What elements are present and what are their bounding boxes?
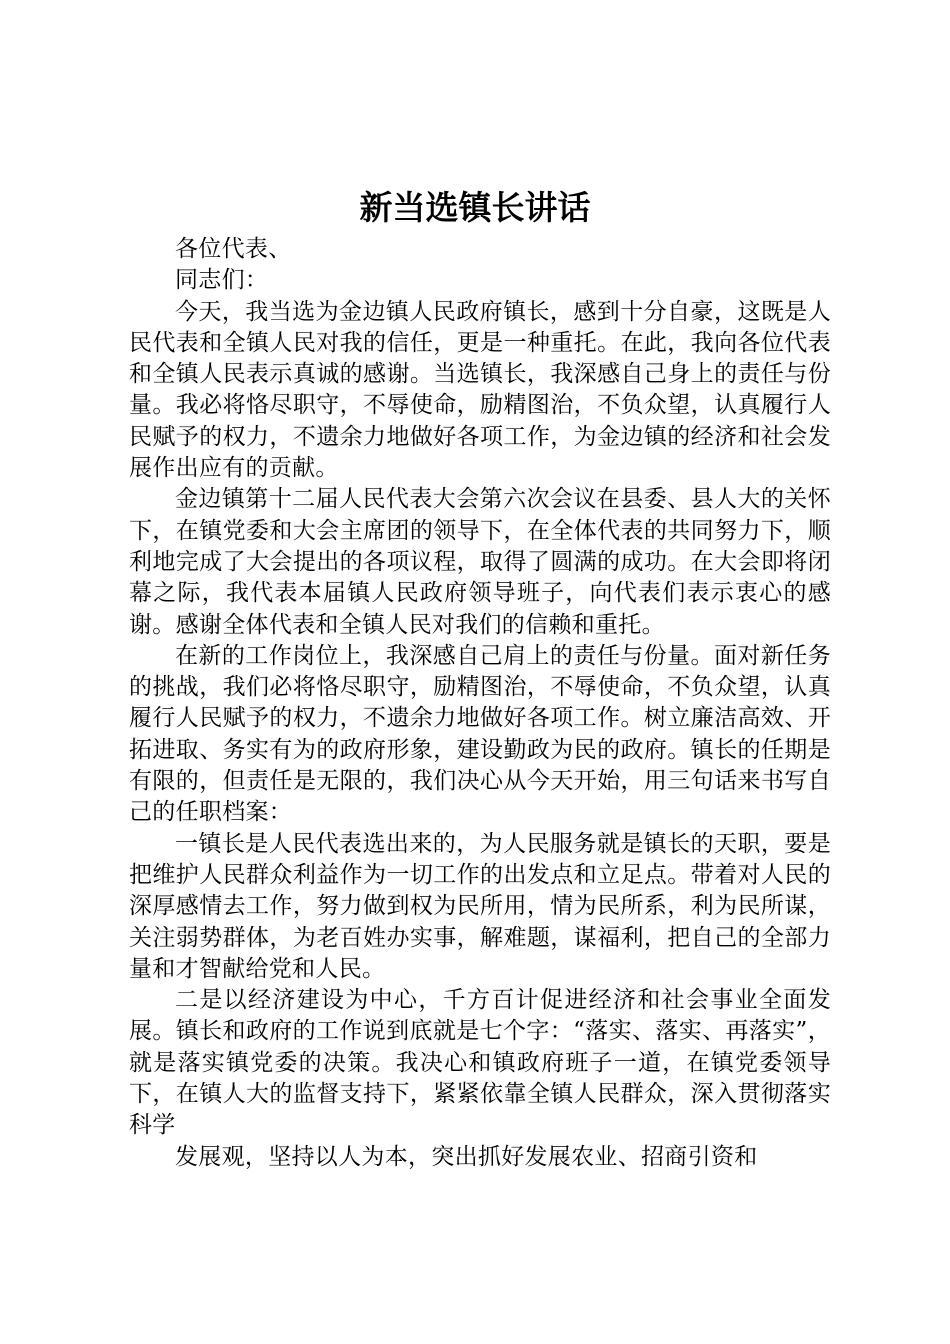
document-body bbox=[129, 234, 831, 1173]
paragraph: 二是以经济建设为中心，千方百计促进经济和社会事业全面发展。镇长和政府的工作说到底就是七个字：“落实、落实、再落实”，就是落实镇党委的决策。我决心和镇政府班子一道，在镇党委领导下，在镇人大的监督支持下，紧紧依靠全镇人民群众，深入贯彻落实科学 bbox=[129, 987, 831, 1139]
paragraph: 发展观，坚持以人为本，突出抓好发展农业、招商引资和 bbox=[175, 1143, 758, 1170]
salutation-line-1: 各位代表、 bbox=[175, 236, 292, 262]
paragraph: 金边镇第十二届人民代表大会第六次会议在县委、县人大的关怀下，在镇党委和大会主席团的领导下，在全体代表的共同努力下，顺利地完成了大会提出的各项议程，取得了圆满的成功。在大会即将闭幕之际，我代表本届镇人民政府领导班子，向代表们表示衷心的感谢。感谢全体代表和全镇人民对我们的信赖和重托。 bbox=[129, 486, 831, 638]
document-title: 新当选镇长讲话 bbox=[359, 188, 591, 227]
paragraph: 一镇长是人民代表选出来的，为人民服务就是镇长的天职，要是把维护人民群众利益作为一切工作的出发点和立足点。带着对人民的深厚感情去工作，努力做到权为民所用，情为民所系，利为民所谋，关注弱势群体，为老百姓办实事，解难题，谋福利，把自己的全部力量和才智献给党和人民。 bbox=[129, 830, 831, 982]
salutation-line-2: 同志们： bbox=[175, 267, 269, 294]
paragraph: 今天，我当选为金边镇人民政府镇长，感到十分自豪，这既是人民代表和全镇人民对我的信任，更是一种重托。在此，我向各位代表和全镇人民表示真诚的感谢。当选镇长，我深感自己身上的责任与份量。我必将恪尽职守，不辱使命，励精图治，不负众望，认真履行人民赋予的权力，不遗余力地做好各项工作，为金边镇的经济和社会发展作出应有的贡献。 bbox=[129, 298, 831, 482]
paragraph: 在新的工作岗位上，我深感自己肩上的责任与份量。面对新任务的挑战，我们必将恪尽职守，励精图治，不辱使命，不负众望，认真履行人民赋予的权力，不遗余力地做好各项工作。树立廉洁高效、开拓进取、务实有为的政府形象，建设勤政为民的政府。镇长的任期是有限的，但责任是无限的，我们决心从今天开始，用三句话来书写自己的任职档案： bbox=[129, 642, 831, 826]
